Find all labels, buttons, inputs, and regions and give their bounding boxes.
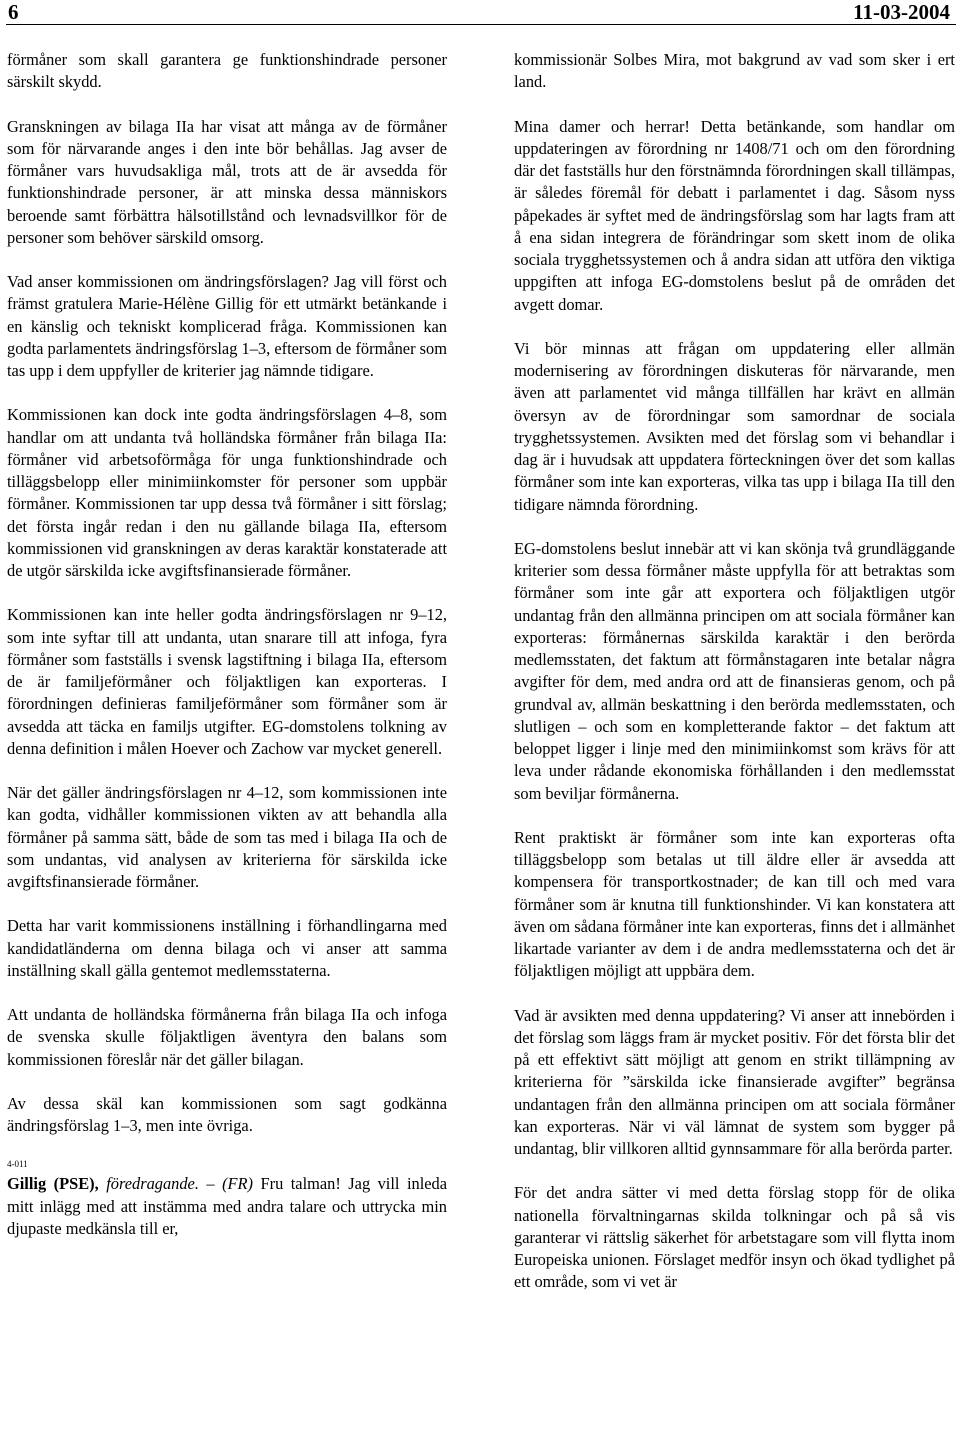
language-tag: (FR) [222,1174,254,1194]
paragraph: För det andra sätter vi med detta förslag stopp för de olika nationella förvaltningarnas skilda tolkningar och på så vis garanterar vi rättslig säkerhet för arbetstagare som vill flytta inom Europeiska unionen. Förslaget medför insyn och ökad tydlighet på ett område, som vi vet är [514,1183,955,1292]
paragraph: Vad anser kommissionen om ändringsförslagen? Jag vill först och främst gratulera Marie-Hélène Gillig för ett utmärkt betänkande i en känslig och tekniskt komplicerad fråga. Kommissionen kan godta parlamentets ändringsförslag 1–3, eftersom de förmåner som tas upp i dem uppfyller de kriterier jag nämnde tidigare. [7,272,447,380]
paragraph: Granskningen av bilaga IIa har visat att många av de förmåner som för närvarande anges i den inte bör behållas. Jag avser de förmåner vars huvudsakliga mål, trots att de är avsedda för funktionshindrade personer, är att minska dessa människors beroende samt förbättra hälsotillstånd och levnadsvillkor för de personer som behöver särskild omsorg. [7,116,447,247]
paragraph: Detta har varit kommissionens inställning i förhandlingarna med kandidatländerna om denna bilaga och vi anser att samma inställning skall gälla gentemot medlemsstaterna. [7,916,447,980]
paragraph: EG-domstolens beslut innebär att vi kan skönja två grundläggande kriterier som dessa förmåner måste uppfylla för att betraktas som förmåner som inte går att exportera och följaktligen utgör undantag från den allmänna principen om att sociala förmåner kan exporteras: förmånernas särskilda karaktär i den berörda medlemsstaten, det faktum att förmånstagaren inte betalar några avgifter för dem, med andra ord att de finansieras genom, och på grundval av, allmän beskattning i den berörda medlemsstaten, och slutligen – och som en kompletterande faktor – det faktum att beloppet ligger i linje med den minimiinkomst som krävs för att leva under rådande ekonomiska förhållanden i den medlemsstat som beviljar förmånerna. [514,538,955,803]
speaker-dash: – [198,1174,223,1194]
paragraph: Kommissionen kan inte heller godta ändringsförslagen nr 9–12, som inte syftar till att undanta, utan snarare till att infoga, fyra förmåner som fastställs i svensk lagstiftning i bilaga IIa, eftersom de är familjeförmåner och följaktligen kan exporteras. I förordningen definieras familjeförmåner som förmåner som är avsedda att täcka en familjs utgifter. EG-domstolens tolkning av denna definition i målen Hoever och Zachow var mycket generell. [7,605,447,758]
paragraph: Mina damer och herrar! Detta betänkande, som handlar om uppdateringen av förordning nr 1408/71 och om den förordning där det fastställs hur den förstnämnda förordningen skall tillämpas, är således föremål för debatt i parlamentet i dag. Såsom nyss påpekades är syftet med de ändringsförslag som har lagts fram att å ena sidan integrera de förändringar som skett inom de olika sociala trygghetssystemen och å andra sidan att utföra den viktiga uppgiften att infoga EG-domstolens beslut på de områden det avgett domar. [514,116,955,314]
paragraph: Vi bör minnas att frågan om uppdatering eller allmän modernisering av förordningen diskuteras för närvarande, men även att parlamentet vid många tillfällen har krävt en allmän översyn av de förordningar som samordnar de sociala trygghetssystemen. Avsikten med det förslag som vi behandlar i dag är i huvudsak att uppdatera förteckningen över det som kallas förmåner som inte kan exporteras, vilka tas upp i bilaga IIa till den tidigare nämnda förordning. [514,338,955,514]
paragraph: När det gäller ändringsförslagen nr 4–12, som kommissionen inte kan godta, vidhåller kommissionen vikten av att behandla alla förmåner på samma sätt, både de som tas med i bilaga IIa och de som undantas, vid analysen av kriterierna för särskilda icke avgiftsfinansierade förmåner. [7,783,447,891]
speech-marker: 4-011 [7,1159,28,1170]
paragraph: Vad är avsikten med denna uppdatering? Vi anser att innebörden i det förslag som läggs fram är mycket positiv. För det första blir det på ett effektivt sätt möjligt att genom en strikt tillämpning av kriterierna för ”särskilda icke finansierade avgifter” begränsa undantagen från den allmänna principen om att sociala förmåner kan exporteras. När vi väl lämnat de system som bygger på undantag, blir villkoren alltid gynnsammare för alla berörda parter. [514,1005,955,1158]
page-number: 6 [8,0,19,24]
paragraph: Att undanta de holländska förmånerna från bilaga IIa och infoga de svenska skulle följaktligen äventyra den balans som kommissionen föreslår när det gäller bilagan. [7,1005,447,1069]
speaker-block [7,1159,447,1240]
paragraph: förmåner som skall garantera ge funktionshindrade personer särskilt skydd. [7,50,447,92]
speech-text: Fru talman! Jag vill inleda mitt inlägg med att instämma med andra talare och uttrycka min djupaste medkänsla till er, [7,1174,447,1238]
page-header [0,0,960,28]
paragraph: Kommissionen kan dock inte godta ändringsförslagen 4–8, som handlar om att undanta två holländska förmåner från bilaga IIa: förmåner vid arbetsoförmåga för unga funktionshindrade och tilläggsbelopp eller minimiinkomster för personer som uppbär förmåner. Kommissionen tar upp dessa två förmåner i sitt förslag; det första ingår redan i den nu gällande bilaga IIa, eftersom kommissionen vid granskningen av deras karaktär konstaterade att de utgör särskilda icke avgiftsfinansierade förmåner. [7,405,447,580]
header-rule [6,24,956,25]
paragraph: kommissionär Solbes Mira, mot bakgrund av vad som sker i ert land. [514,50,955,92]
right-column [514,49,955,1316]
left-column [7,49,447,1240]
paragraph: Rent praktiskt är förmåner som inte kan exporteras ofta tilläggsbelopp som betalas ut till äldre eller är avsedda att kompensera för transportkostnader; de kan till och med vara förmåner som är knutna till funktionshinder. Vi kan konstatera att även om sådana förmåner inte kan exporteras, finns det i allmänhet likartade varianter av dem i de andra medlemsstaterna och det är följaktligen möjligt att uppbära dem. [514,827,955,981]
speaker-name: Gillig (PSE), [7,1174,99,1194]
page-date: 11-03-2004 [853,0,950,24]
paragraph: Av dessa skäl kan kommissionen som sagt godkänna ändringsförslag 1–3, men inte övriga. [7,1093,447,1135]
speaker-role: föredragande. [106,1174,199,1194]
